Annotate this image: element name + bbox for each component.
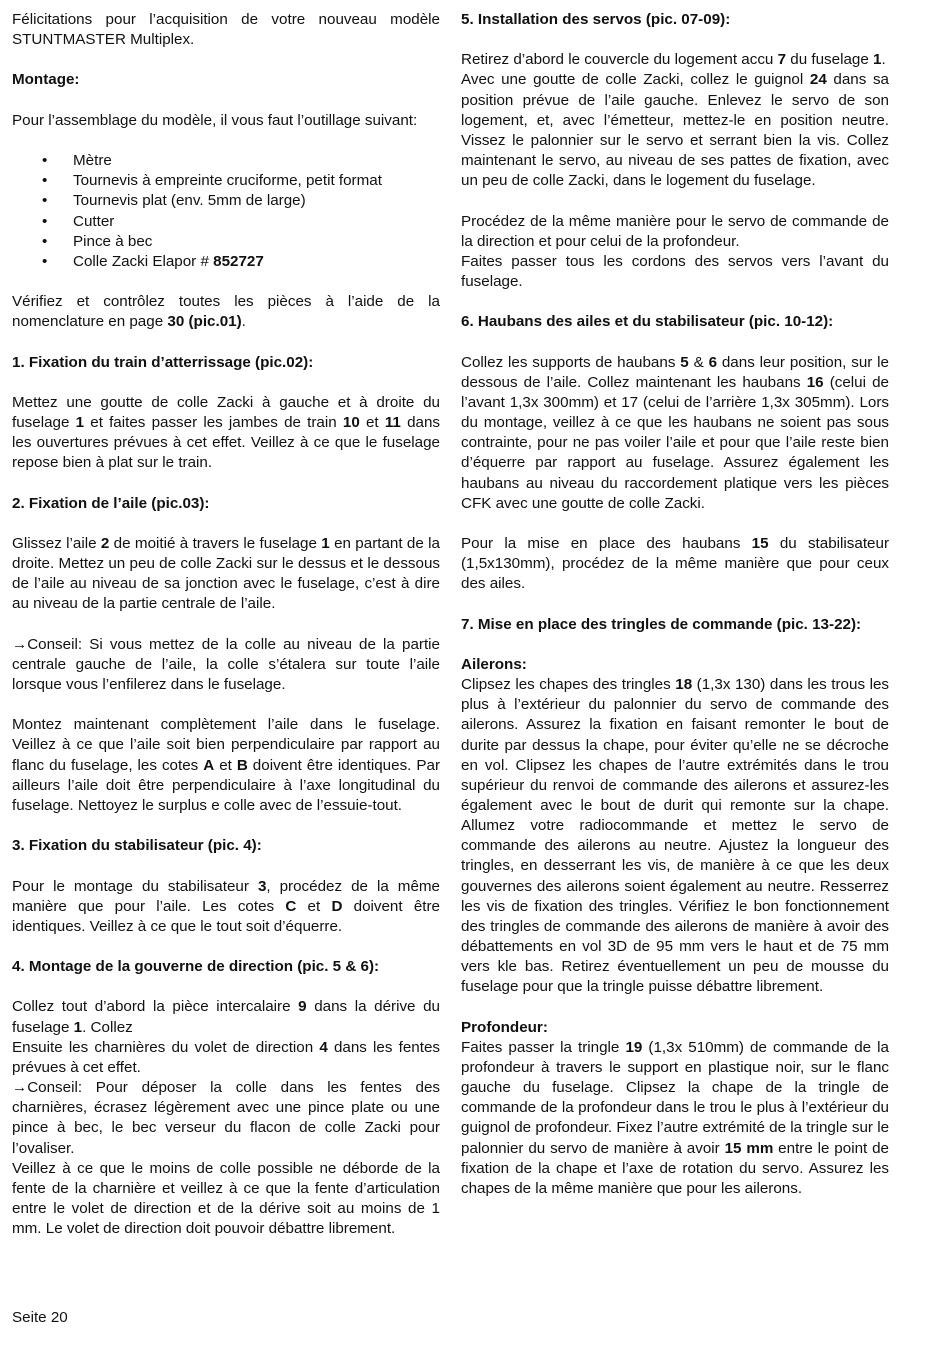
- tools-intro: Pour l’assemblage du modèle, il vous faut l’outillage suivant:: [12, 111, 418, 129]
- section-5-paragraph-4: Faites passer tous les cordons des servos vers l’avant du fuselage.: [461, 252, 889, 290]
- list-item: • Pince à bec: [12, 232, 440, 252]
- profondeur-paragraph: Faites passer la tringle 19 (1,3x 510mm) de commande de la profondeur à travers le support en plastique noir, sur le flanc gauche du fuselage. Clipsez la chape de la tringle de commande de la profondeur dans le trou le plus à l’extérieur du guignol de profondeur. Fixez l’autre extrémité de la tringle sur le palonnier du servo de manière à avoir 15 mm entre le point de fixation de la chape et l’axe de rotation du servo. Assurez les chapes de la même manière que pour les ailerons.: [461, 1038, 890, 1197]
- section-4-paragraph-1: Collez tout d’abord la pièce intercalaire 9 dans la dérive du fuselage 1. Collez: [12, 998, 440, 1036]
- bullet-icon: •: [42, 232, 48, 250]
- montage-heading: Montage:: [12, 71, 80, 89]
- section-3-paragraph: Pour le montage du stabilisateur 3, procédez de la même manière que pour l’aile. Les cotes C et D doivent être identiques. Veillez à ce que le tout soit d’équerre.: [12, 877, 440, 935]
- page-number: Seite 20: [12, 1309, 68, 1326]
- section-4-tip: →Conseil: Pour déposer la colle dans les fentes des charnières, écrasez légèrement avec une pince plate ou une pince à bec, le bec verseur du flacon de colle Zacki pour l’ovaliser.: [12, 1079, 440, 1157]
- section-4-heading: 4. Montage de la gouverne de direction (pic. 5 & 6):: [12, 958, 380, 976]
- intro-paragraph: Félicitations pour l’acquisition de votre nouveau modèle STUNTMASTER Multiplex.: [12, 11, 440, 49]
- section-2-tip: →Conseil: Si vous mettez de la colle au niveau de la partie centrale gauche de l’aile, la colle s’étalera sur toute l’aile lorsque vous l’enfilerez dans le fuselage.: [12, 635, 440, 694]
- list-item: • Mètre: [12, 151, 440, 171]
- bullet-icon: •: [42, 172, 48, 190]
- bullet-icon: •: [42, 252, 48, 270]
- bullet-icon: •: [42, 212, 48, 230]
- bullet-icon: •: [42, 152, 48, 170]
- section-2-heading: 2. Fixation de l’aile (pic.03):: [12, 494, 210, 512]
- tools-list: [12, 151, 440, 272]
- list-item: • Tournevis plat (env. 5mm de large): [12, 191, 440, 211]
- section-1-paragraph: Mettez une goutte de colle Zacki à gauche et à droite du fuselage 1 et faites passer les jambes de train 10 et 11 dans les ouvertures prévues à cet effet. Veillez à ce que le fuselage repose bien à plat sur le train.: [12, 393, 441, 472]
- bullet-icon: •: [42, 192, 48, 210]
- list-item: • Cutter: [12, 212, 440, 232]
- list-item: • Colle Zacki Elapor # 852727: [12, 252, 440, 272]
- section-5-paragraph-3: Procédez de la même manière pour le servo de commande de la direction et pour celui de la profondeur.: [461, 212, 889, 250]
- section-2-paragraph: Glissez l’aile 2 de moitié à travers le fuselage 1 en partant de la droite. Mettez un peu de colle Zacki sur le dessus et le dessous de l’aile au niveau de sa jonction avec le fuselage, c’est à dire au niveau de la partie centrale de l’aile.: [12, 534, 440, 613]
- section-4-paragraph-4: Veillez à ce que le moins de colle possible ne déborde de la fente de la charnière et veillez à ce que la fente d’articulation entre le volet de direction et de la dérive soit au moins de 1 mm. Le volet de direction doit pouvoir débattre librement.: [12, 1159, 440, 1238]
- section-6-heading: 6. Haubans des ailes et du stabilisateur (pic. 10-12):: [461, 313, 834, 331]
- section-6-paragraph-1: Collez les supports de haubans 5 & 6 dans leur position, sur le dessous de l’aile. Collez maintenant les haubans 16 (celui de l’avant 1,3x 300mm) et 17 (celui de l’arrière 1,3x 305mm). Lors du montage, veillez à ce que les haubans ne soient pas sous contrainte, pour ne pas voiler l’aile et pour que l’aile reste bien d’équerre par rapport au fuselage. Assurez également les haubans au niveau du raccordement platique vers les pièces CFK avec une goutte de colle Zacki.: [461, 353, 889, 512]
- section-1-heading: 1. Fixation du train d’atterrissage (pic.02):: [12, 353, 314, 371]
- section-5-heading: 5. Installation des servos (pic. 07-09):: [461, 11, 731, 28]
- list-item: • Tournevis à empreinte cruciforme, petit format: [12, 171, 440, 191]
- section-5-paragraph-2: Avec une goutte de colle Zacki, collez le guignol 24 dans sa position prévue de l’aile gauche. Enlevez le servo de son logement, et, avec l’émetteur, mettez-le en position neutre. Vissez le palonnier sur le servo et serrant bien la vis. Collez maintenant le servo, au niveau de ses pattes de fixation, avec un peu de colle Zacki, dans le logement du fuselage.: [461, 71, 889, 190]
- check-paragraph: Vérifiez et contrôlez toutes les pièces à l’aide de la nomenclature en page 30 (pic.01).: [12, 293, 440, 331]
- right-column: [461, 10, 889, 1219]
- profondeur-subheading: Profondeur:: [461, 1018, 548, 1036]
- ailerons-paragraph: Clipsez les chapes des tringles 18 (1,3x 130) dans les trous les plus à l’extérieur du palonnier du servo de commande des ailerons. Assurez la fixation en faisant remonter le bout de durite par dessus la chape, pour éviter qu’elle ne se décroche en vol. Clipsez les chapes de l’autre extrémités dans le trou supérieur du renvoi de commande des ailerons et assurez-les également avec le bout de durit qui remonte sur la chape. Allumez votre radiocommande et mettez le servo de commande des ailerons au neutre. Ajustez la longueur des tringles, en desserrant les vis, de manière à ce que les deux gouvernes des ailerons soient également au neutre. Resserrez les vis de fixation des tringles. Vérifiez le bon fonctionnement des tringles de commande des ailerons de manière à avoir des débattements en vol 3D de 95 mm vers le haut et de 75 mm vers kle bas. Retirez éventuellement un peu de mousse du fuselage pour que la tringle puisse débattre librement.: [461, 676, 889, 996]
- left-column: [12, 10, 440, 1239]
- section-7-heading: 7. Mise en place des tringles de commande (pic. 13-22):: [461, 615, 862, 633]
- ailerons-subheading: Ailerons:: [461, 655, 527, 673]
- section-6-paragraph-2: Pour la mise en place des haubans 15 du stabilisateur (1,5x130mm), procédez de la même manière que pour ceux des ailes.: [461, 534, 890, 593]
- section-5-paragraph-1: Retirez d’abord le couvercle du logement accu 7 du fuselage 1.: [461, 51, 886, 69]
- section-2-paragraph-3: Montez maintenant complètement l’aile dans le fuselage. Veillez à ce que l’aile soit bien perpendiculaire par rapport au flanc du fuselage, les cotes A et B doivent être identiques. Par ailleurs l’aile doit être perpendiculaire à l’axe longitudinal du fuselage. Nettoyez le surplus e colle avec de l’essuie-tout.: [12, 716, 440, 814]
- section-4-paragraph-2: Ensuite les charnières du volet de direction 4 dans les fentes prévues à cet effet.: [12, 1038, 440, 1076]
- section-3-heading: 3. Fixation du stabilisateur (pic. 4):: [12, 837, 262, 855]
